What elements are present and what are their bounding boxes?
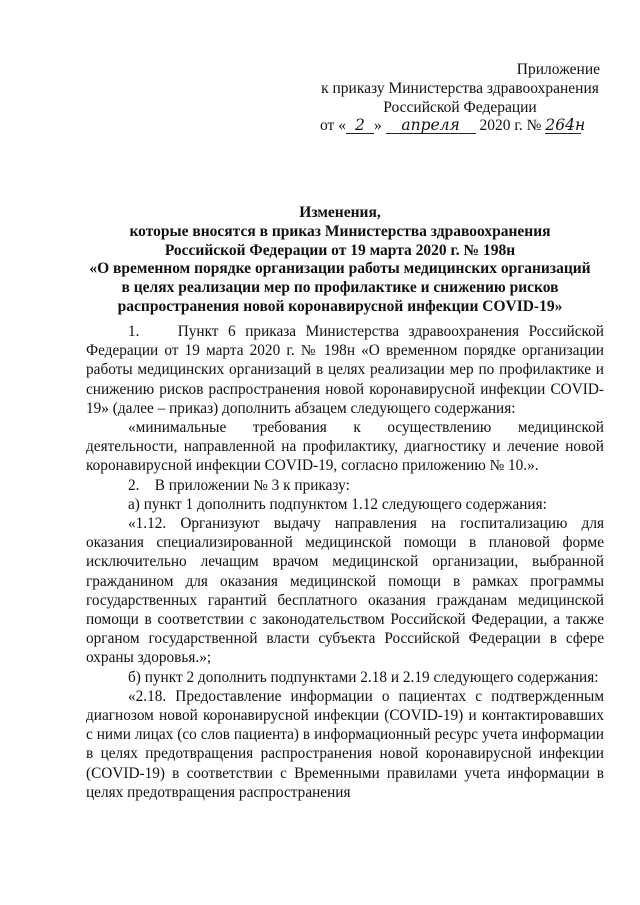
order-year: 2020 г. №: [479, 117, 542, 134]
document-body: [86, 322, 604, 802]
title-line: Изменения,: [299, 204, 381, 221]
order-date-line: [320, 116, 586, 135]
order-prefix: от «: [320, 117, 346, 134]
paragraph-2: 2. В приложении № 3 к приказу:: [128, 476, 350, 494]
paragraph-1: 1. Пункт 6 приказа Министерства здравоохранения Российской Федерации от 19 марта 2020 г. № 198н «О временном порядке организации работы медицинских организаций в целях реализации мер по профилактике и снижению рисков распространения новой коронавирусной инфекции COVID-19» (далее – приказ) дополнить абзацем следующего содержания:: [86, 323, 604, 417]
appendix-order-ref: к приказу Министерства здравоохранения: [321, 80, 599, 97]
order-mid: »: [373, 117, 382, 134]
title-line: распространения новой коронавирусной инфекции COVID-19»: [117, 297, 563, 315]
order-number-handwritten: 264н: [545, 116, 586, 134]
paragraph-quote-1: «минимальные требования к осуществлению медицинской деятельности, направленной на профилактику, диагностику и лечение новой коронавирусной инфекции COVID-19, согласно приложению № 10.».: [86, 419, 604, 475]
paragraph-2-18: «2.18. Предоставление информации о пациентах с подтвержденным диагнозом новой коронавирусной инфекции (COVID-19) и контактировавших с ними лицах (со слов пациента) в информационный ресурс учета информации в целях предотвращения распространения новой коронавирусной инфекции (COVID-19) в соответствии с Временными правилами учета информации в целях предотвращения распространения: [86, 687, 604, 801]
appendix-header: [300, 60, 620, 117]
title-line: «О временном порядке организации работы медицинских организаций: [89, 260, 591, 278]
appendix-label: Приложение: [516, 61, 600, 78]
order-day-handwritten: 2: [346, 117, 374, 134]
order-month-handwritten: апреля: [386, 117, 476, 134]
paragraph-2a: а) пункт 1 дополнить подпунктом 1.12 следующего содержания:: [128, 495, 547, 513]
paragraph-1-12: «1.12. Организуют выдачу направления на госпитализацию для оказания специализированной медицинской помощи в плановой форме исключительно лечащим врачом медицинской организации, выбранной гражданином для оказания медицинской помощи в рамках программы государственных гарантий бесплатного оказания гражданам медицинской помощи в соответствии с законодательством Российской Федерации, а также органом государственной власти субъекта Российской Федерации в сфере охраны здоровья.»;: [86, 515, 604, 667]
appendix-country: Российской Федерации: [383, 99, 537, 116]
title-line: которые вносятся в приказ Министерства здравоохранения: [129, 222, 551, 240]
document-title: [60, 204, 620, 317]
title-line: Российской Федерации от 19 марта 2020 г. № 198н: [164, 241, 516, 259]
paragraph-2b: б) пункт 2 дополнить подпунктами 2.18 и 2.19 следующего содержания:: [128, 668, 599, 686]
title-line: в целях реализации мер по профилактике и снижению рисков: [121, 279, 559, 297]
